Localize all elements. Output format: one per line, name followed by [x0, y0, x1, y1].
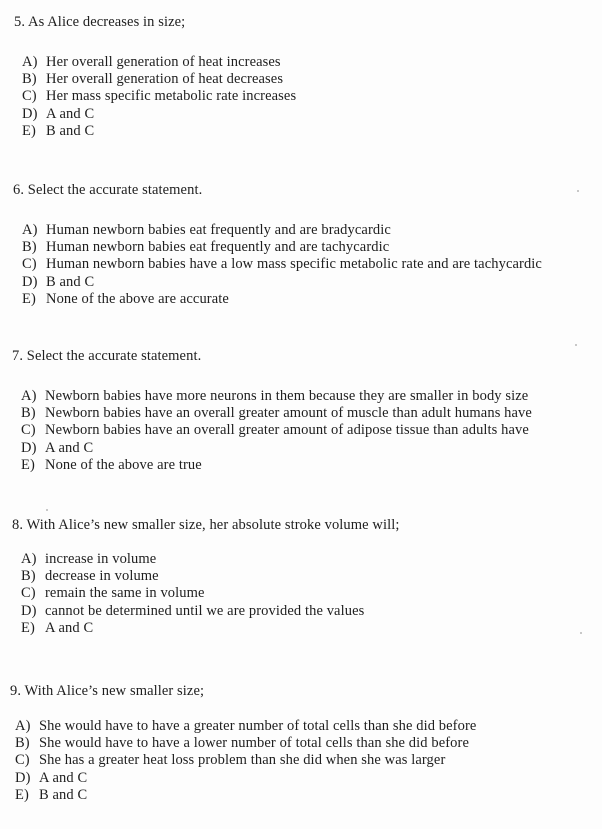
answer-option-a	[21, 551, 364, 568]
option-letter: D)	[21, 602, 37, 619]
answer-option-d	[22, 106, 296, 123]
option-letter: E)	[22, 122, 36, 139]
question-stem: 8. With Alice’s new smaller size, her absolute stroke volume will;	[12, 517, 400, 533]
option-letter: A)	[15, 718, 31, 734]
option-letter: C)	[22, 256, 37, 273]
answer-option-e	[21, 457, 532, 474]
answer-option-e	[15, 787, 476, 804]
option-text: Her overall generation of heat increases	[46, 54, 281, 70]
option-letter: A)	[21, 388, 37, 404]
option-letter: D)	[15, 769, 31, 786]
option-text: Newborn babies have an overall greater amount of adipose tissue than adults have	[45, 422, 529, 439]
scan-speck	[580, 632, 582, 634]
option-text: Human newborn babies have a low mass specific metabolic rate and are tachycardic	[46, 256, 542, 273]
option-text: None of the above are accurate	[46, 290, 229, 307]
scan-speck	[577, 190, 579, 192]
answer-options	[21, 388, 532, 474]
answer-option-b	[22, 239, 542, 256]
option-text: A and C	[45, 619, 94, 636]
answer-option-d	[21, 603, 364, 620]
answer-option-a	[22, 222, 542, 239]
option-letter: B)	[21, 568, 36, 585]
answer-option-d	[21, 440, 532, 457]
option-text: B and C	[39, 786, 88, 803]
answer-option-a	[22, 54, 296, 71]
option-letter: E)	[21, 456, 35, 473]
option-text: cannot be determined until we are provided the values	[45, 602, 365, 619]
option-text: A and C	[45, 439, 94, 456]
answer-option-c	[21, 422, 532, 439]
option-text: remain the same in volume	[45, 585, 205, 602]
answer-options	[22, 222, 542, 308]
option-text: Her mass specific metabolic rate increases	[46, 88, 297, 105]
option-letter: D)	[22, 273, 38, 290]
question-stem: 6. Select the accurate statement.	[13, 182, 203, 198]
answer-option-e	[22, 291, 542, 308]
option-text: decrease in volume	[45, 568, 159, 585]
option-letter: C)	[21, 585, 36, 602]
option-letter: B)	[22, 239, 37, 256]
option-letter: D)	[21, 439, 37, 456]
question-stem: 7. Select the accurate statement.	[12, 348, 202, 364]
option-letter: B)	[21, 405, 36, 422]
scan-speck	[575, 344, 577, 346]
answer-option-b	[21, 568, 364, 585]
option-letter: A)	[21, 551, 37, 567]
option-text: She would have to have a lower number of total cells than she did before	[39, 735, 469, 752]
answer-option-b	[22, 71, 296, 88]
option-text: Human newborn babies eat frequently and are bradycardic	[46, 222, 391, 238]
scan-speck	[46, 509, 48, 511]
option-letter: E)	[21, 619, 35, 636]
option-letter: B)	[15, 735, 30, 752]
option-letter: E)	[22, 290, 36, 307]
option-text: Newborn babies have an overall greater amount of muscle than adult humans have	[45, 405, 532, 422]
option-text: B and C	[46, 122, 95, 139]
answer-option-b	[15, 735, 476, 752]
option-letter: C)	[22, 88, 37, 105]
question-stem: 5. As Alice decreases in size;	[14, 14, 186, 30]
option-letter: A)	[22, 222, 38, 238]
option-text: None of the above are true	[45, 456, 202, 473]
answer-options	[21, 551, 364, 637]
answer-option-c	[22, 256, 542, 273]
question-stem: 9. With Alice’s new smaller size;	[10, 683, 205, 699]
answer-option-d	[22, 274, 542, 291]
option-text: A and C	[39, 769, 88, 786]
answer-option-c	[15, 752, 476, 769]
option-text: Human newborn babies eat frequently and are tachycardic	[46, 239, 390, 256]
answer-options	[15, 718, 476, 804]
option-letter: A)	[22, 54, 38, 70]
answer-option-a	[15, 718, 476, 735]
option-text: Her overall generation of heat decreases	[46, 71, 284, 88]
option-text: She would have to have a greater number of total cells than she did before	[39, 718, 477, 734]
answer-option-a	[21, 388, 532, 405]
option-letter: B)	[22, 71, 37, 88]
answer-option-b	[21, 405, 532, 422]
option-letter: C)	[21, 422, 36, 439]
option-letter: E)	[15, 786, 29, 803]
option-text: Newborn babies have more neurons in them because they are smaller in body size	[45, 388, 529, 404]
option-text: B and C	[46, 273, 95, 290]
answer-option-c	[21, 585, 364, 602]
option-letter: D)	[22, 105, 38, 122]
option-letter: C)	[15, 752, 30, 769]
option-text: increase in volume	[45, 551, 157, 567]
answer-option-e	[21, 620, 364, 637]
option-text: A and C	[46, 105, 95, 122]
answer-options	[22, 54, 296, 140]
answer-option-e	[22, 123, 296, 140]
answer-option-c	[22, 88, 296, 105]
answer-option-d	[15, 770, 476, 787]
option-text: She has a greater heat loss problem than she did when she was larger	[39, 752, 446, 769]
